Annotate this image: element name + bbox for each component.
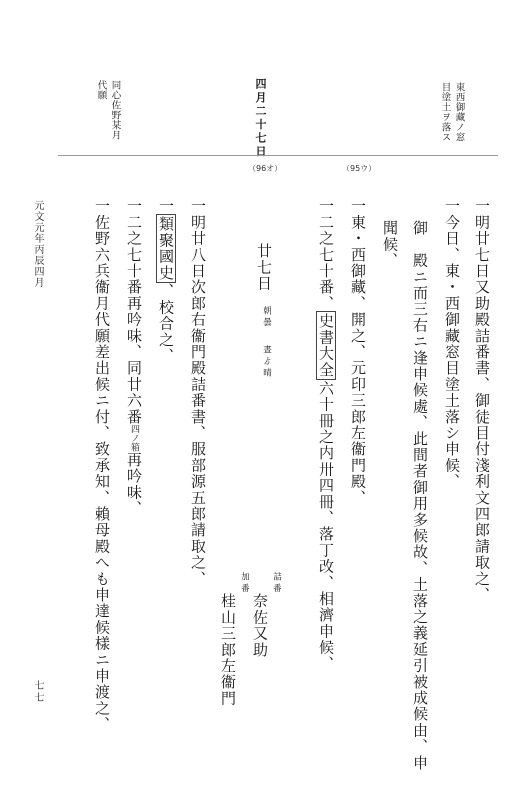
header-date: 四月二十七日 <box>254 78 267 159</box>
entry2-line-4: 一佐野六兵衞月代願差出候ニ付、致承知、賴母殿へも申達候樣ニ申渡之、 <box>93 198 111 733</box>
entry2-line-1: 一明廿八日次郎右衞門殿詰番書、服部源五郎請取之、 <box>189 198 207 587</box>
weather-morning: 朝曇 <box>261 306 272 329</box>
entry2-line-2-pre: 一 <box>157 198 175 215</box>
box-note-four: 四ノ箱 <box>129 424 139 452</box>
entry-line-6 <box>318 198 333 672</box>
duty-role-2: 加番 <box>239 572 250 595</box>
entry-line-6-post: 六十冊之内卅四冊、落丁改、相濟申候、 <box>317 380 335 672</box>
duty-name-1: 奈佐又助 <box>251 593 269 658</box>
header-note-right-2: 目塗土ヲ落ス <box>439 82 451 142</box>
folio-96o: （96オ） <box>248 164 283 173</box>
duty-role-1: 詰番 <box>271 572 282 595</box>
entry-line-4: 聞候、 <box>381 220 399 269</box>
entry-line-1: 一明廿七日又助殿詰番書、御徒目付淺利文四郎請取之、 <box>473 198 491 603</box>
entry2-line-3 <box>126 198 141 517</box>
page-number: 七七 <box>32 680 43 704</box>
header-note-left-2: 代願 <box>95 80 107 100</box>
duty-name-2: 桂山三郎左衞門 <box>219 593 237 707</box>
entry2-line-2 <box>158 198 173 364</box>
day-entry: 廿七日 <box>255 243 273 292</box>
boxed-title-shisho-taizen: 史書大全 <box>317 313 335 379</box>
entry-line-5: 一東・西御藏、開之、元印三郎左衞門殿、 <box>349 198 367 506</box>
entry-line-3: 御 殿ニ而三右ニ逢申候處、此間者御用多候故、土落之義延引被成候由、申 <box>411 220 429 771</box>
boxed-title-ruiju-kokushi: 類聚國史 <box>157 216 175 282</box>
header-note-right-1: 東西御藏ノ窓 <box>453 82 465 142</box>
entry-line-6-pre: 一二之七十番、 <box>317 198 335 312</box>
header-note-left-1: 同心佐野某月 <box>109 80 121 140</box>
header-rule <box>58 155 498 156</box>
entry2-line-3-text: 一二之七十番再吟味、同廿六番 <box>125 198 143 425</box>
folio-95u: （95ウ） <box>342 164 377 173</box>
footer-era: 元文元年丙辰四月 <box>32 200 43 288</box>
entry-line-2: 一今日、東・西御藏窓目塗土落シ申候、 <box>443 198 461 490</box>
entry2-line-2-post: 、校合之、 <box>157 283 175 365</box>
entry2-line-3-post: 再吟味、 <box>125 451 143 517</box>
weather-afternoon: 晝ゟ晴 <box>261 345 272 380</box>
